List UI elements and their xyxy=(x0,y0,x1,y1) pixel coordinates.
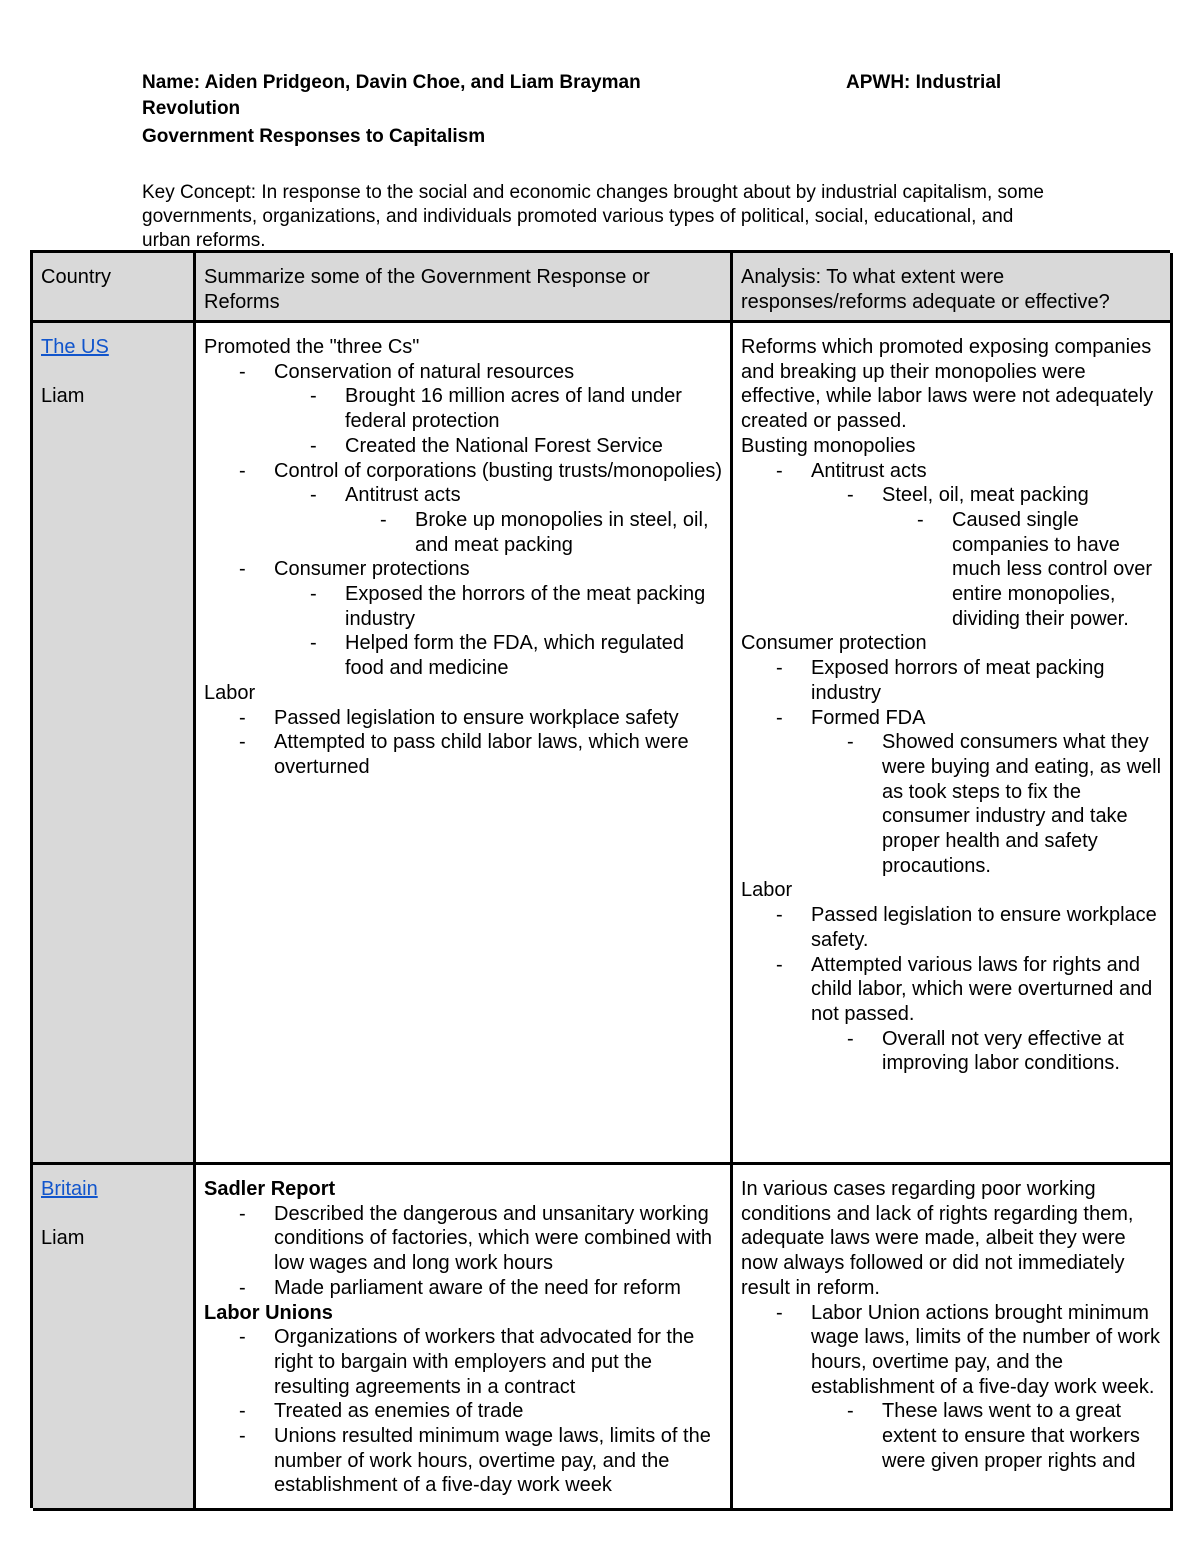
item-text: Attempted to pass child labor laws, which were overturned xyxy=(274,731,689,778)
list-item xyxy=(204,1301,722,1326)
list-item xyxy=(741,1177,1162,1301)
summary-list xyxy=(204,1177,722,1498)
bullet-item xyxy=(204,730,722,779)
item-text: Exposed the horrors of the meat packing industry xyxy=(345,583,706,630)
names-heading: Name: Aiden Pridgeon, Davin Choe, and Liam Brayman xyxy=(142,72,641,93)
author-us: Liam xyxy=(41,384,85,407)
item-text: Consumer protections xyxy=(274,558,470,581)
header-country: Country xyxy=(33,253,196,323)
dash-bullet-icon: - xyxy=(239,360,246,383)
item-text: Steel, oil, meat packing xyxy=(882,484,1089,507)
bullet-item xyxy=(204,384,722,433)
dash-bullet-icon: - xyxy=(239,1276,246,1299)
document-title: Government Responses to Capitalism xyxy=(142,126,486,147)
bullet-item xyxy=(204,459,722,484)
bullet-item xyxy=(741,953,1162,1027)
item-text: Showed consumers what they were buying and eating, as well as took steps to fix the consumer industry and take proper health and safety procautions. xyxy=(882,731,1162,877)
item-text: Brought 16 million acres of land under federal protection xyxy=(345,385,682,433)
bullet-item xyxy=(204,582,722,631)
dash-bullet-icon: - xyxy=(847,1400,854,1423)
dash-bullet-icon: - xyxy=(310,583,317,606)
bullet-item xyxy=(741,656,1162,705)
summary-cell-us xyxy=(196,323,733,1165)
dash-bullet-icon: - xyxy=(239,1425,246,1448)
item-text: Attempted various laws for rights and child labor, which were overturned and not passed. xyxy=(811,953,1153,1025)
item-text: In various cases regarding poor working conditions and lack of rights regarding them, adequate laws were made, albeit they were now always followed or did not immediately result in reform. xyxy=(741,1178,1134,1299)
dash-bullet-icon: - xyxy=(239,1202,246,1225)
bullet-item xyxy=(204,508,722,557)
country-cell-us xyxy=(33,323,196,1165)
bullet-item xyxy=(741,1399,1162,1473)
item-text: Labor xyxy=(741,879,793,902)
dash-bullet-icon: - xyxy=(239,459,246,482)
dash-bullet-icon: - xyxy=(776,706,783,729)
item-text: Passed legislation to ensure workplace safety. xyxy=(811,904,1157,951)
list-item xyxy=(741,335,1162,434)
country-link-us[interactable]: The US xyxy=(41,336,109,358)
item-text: Conservation of natural resources xyxy=(274,360,575,383)
item-text: Reforms which promoted exposing companies and breaking up their monopolies were effective, while labor laws were not adequately created or passed. xyxy=(741,336,1154,433)
dash-bullet-icon: - xyxy=(310,385,317,408)
list-item xyxy=(204,1177,722,1202)
dash-bullet-icon: - xyxy=(239,1326,246,1349)
list-item xyxy=(741,434,1162,459)
bullet-item xyxy=(204,706,722,731)
bullet-item xyxy=(204,1276,722,1301)
bullet-item xyxy=(741,459,1162,484)
bullet-item xyxy=(741,730,1162,878)
item-text: Labor xyxy=(204,681,256,704)
course-heading-continued: Revolution xyxy=(142,98,241,119)
item-text: Exposed horrors of meat packing industry xyxy=(811,657,1105,704)
dash-bullet-icon: - xyxy=(776,904,783,927)
analysis-list xyxy=(741,335,1162,1076)
item-text: Organizations of workers that advocated for the right to bargain with employers and put the resulting agreements in a contract xyxy=(274,1326,695,1398)
item-text: Unions resulted minimum wage laws, limits of the number of work hours, overtime pay, and the establishment of a five-day work week xyxy=(274,1425,711,1497)
bullet-item xyxy=(204,557,722,582)
item-text: Helped form the FDA, which regulated food and medicine xyxy=(345,632,685,680)
item-text: Antitrust acts xyxy=(345,484,461,507)
item-text: Described the dangerous and unsanitary working conditions of factories, which were combined with low wages and long work hours xyxy=(274,1202,712,1275)
dash-bullet-icon: - xyxy=(310,434,317,457)
dash-bullet-icon: - xyxy=(776,1301,783,1324)
author-britain: Liam xyxy=(41,1226,85,1249)
dash-bullet-icon: - xyxy=(776,459,783,482)
dash-bullet-icon: - xyxy=(917,508,924,531)
bullet-item xyxy=(741,483,1162,508)
key-concept: Key Concept: In response to the social and economic changes brought about by industrial capitalism, some governments, organizations, and individuals promoted various types of political, social, educational, and urban reforms. xyxy=(142,182,1044,251)
bullet-item xyxy=(204,483,722,508)
bullet-item xyxy=(741,706,1162,731)
item-text: Labor Union actions brought minimum wage laws, limits of the number of work hours, overtime pay, and the establishment of a five-day work week. xyxy=(811,1301,1161,1398)
country-link-britain[interactable]: Britain xyxy=(41,1178,98,1200)
list-item xyxy=(204,335,722,360)
item-text: Made parliament aware of the need for reform xyxy=(274,1276,681,1299)
dash-bullet-icon: - xyxy=(310,484,317,507)
bullet-item xyxy=(204,1202,722,1276)
analysis-list xyxy=(741,1177,1162,1473)
item-text: Created the National Forest Service xyxy=(345,434,663,457)
dash-bullet-icon: - xyxy=(239,706,246,729)
item-text: Formed FDA xyxy=(811,706,926,729)
dash-bullet-icon: - xyxy=(239,558,246,581)
list-item xyxy=(741,878,1162,903)
list-item xyxy=(204,681,722,706)
item-text: Caused single companies to have much less control over entire monopolies, dividing their power. xyxy=(952,508,1153,630)
dash-bullet-icon: - xyxy=(776,953,783,976)
bullet-item xyxy=(741,508,1162,632)
dash-bullet-icon: - xyxy=(310,632,317,655)
dash-bullet-icon: - xyxy=(847,484,854,507)
item-text: Control of corporations (busting trusts/monopolies) xyxy=(274,459,722,482)
bullet-item xyxy=(204,631,722,680)
course-heading: APWH: Industrial xyxy=(846,72,1002,93)
item-text: Busting monopolies xyxy=(741,434,916,457)
analysis-cell-britain xyxy=(733,1165,1173,1511)
dash-bullet-icon: - xyxy=(776,657,783,680)
item-text: These laws went to a great extent to ensure that workers were given proper rights and xyxy=(882,1400,1140,1472)
summary-list xyxy=(204,335,722,780)
dash-bullet-icon: - xyxy=(380,508,387,531)
list-item xyxy=(741,631,1162,656)
dash-bullet-icon: - xyxy=(847,1027,854,1050)
dash-bullet-icon: - xyxy=(239,731,246,754)
bullet-item xyxy=(741,1301,1162,1400)
item-text: Passed legislation to ensure workplace safety xyxy=(274,706,679,729)
item-text: Sadler Report xyxy=(204,1178,336,1200)
item-text: Broke up monopolies in steel, oil, and meat packing xyxy=(415,508,709,556)
item-text: Overall not very effective at improving labor conditions. xyxy=(882,1027,1124,1075)
bullet-item xyxy=(204,1325,722,1399)
dash-bullet-icon: - xyxy=(239,1400,246,1423)
item-text: Treated as enemies of trade xyxy=(274,1400,524,1423)
header-summary: Summarize some of the Government Response or Reforms xyxy=(196,253,733,323)
country-cell-britain xyxy=(33,1165,196,1511)
bullet-item xyxy=(741,1027,1162,1076)
summary-cell-britain xyxy=(196,1165,733,1511)
item-text: Labor Unions xyxy=(204,1301,333,1324)
dash-bullet-icon: - xyxy=(847,731,854,754)
bullet-item xyxy=(204,360,722,385)
bullet-item xyxy=(741,903,1162,952)
bullet-item xyxy=(204,434,722,459)
header-analysis: Analysis: To what extent were responses/reforms adequate or effective? xyxy=(733,253,1173,323)
reforms-table xyxy=(30,250,1170,1508)
item-text: Antitrust acts xyxy=(811,459,927,482)
analysis-cell-us xyxy=(733,323,1173,1165)
bullet-item xyxy=(204,1424,722,1498)
bullet-item xyxy=(204,1399,722,1424)
item-text: Consumer protection xyxy=(741,632,927,655)
item-text: Promoted the "three Cs" xyxy=(204,336,420,358)
